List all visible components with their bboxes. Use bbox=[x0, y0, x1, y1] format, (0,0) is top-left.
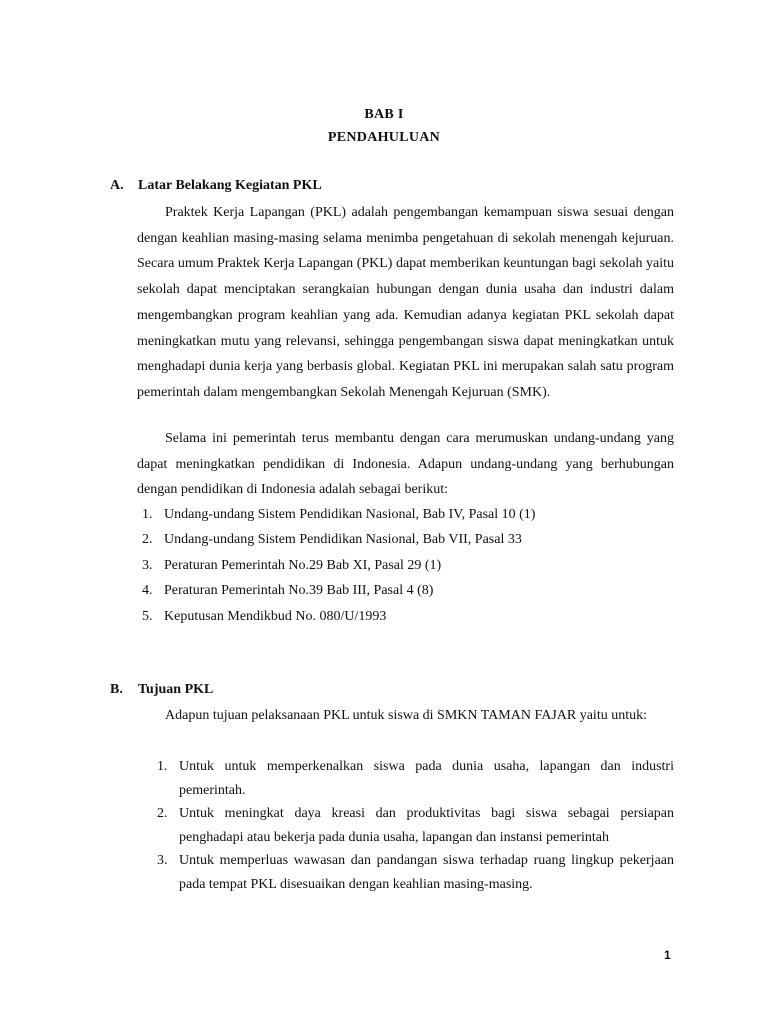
list-item-text: Undang-undang Sistem Pendidikan Nasional, Bab IV, Pasal 10 (1) bbox=[164, 507, 536, 522]
section-b-title: Tujuan PKL bbox=[138, 682, 214, 697]
section-b-letter: B. bbox=[110, 682, 123, 697]
list-item-number: 1. bbox=[142, 507, 153, 522]
section-b-purpose-list bbox=[154, 755, 674, 896]
list-item bbox=[137, 502, 674, 527]
list-item-number: 1. bbox=[157, 759, 168, 774]
list-item-text: Peraturan Pemerintah No.39 Bab III, Pasal 4 (8) bbox=[164, 583, 434, 599]
list-item-text: Untuk memperluas wawasan dan pandangan siswa terhadap ruang lingkup pekerjaan pada tempat PKL disesuaikan dengan keahlian masing-masing. bbox=[179, 853, 674, 892]
list-item bbox=[137, 604, 674, 629]
list-item bbox=[137, 527, 674, 552]
list-item-text: Keputusan Mendikbud No. 080/U/1993 bbox=[164, 608, 387, 624]
list-item-text: Peraturan Pemerintah No.29 Bab XI, Pasal 29 (1) bbox=[164, 557, 442, 573]
list-item bbox=[137, 553, 674, 578]
chapter-title: PENDAHULUAN bbox=[327, 130, 441, 145]
list-item bbox=[154, 849, 674, 896]
section-a-law-list bbox=[137, 502, 674, 629]
page-number: 1 bbox=[664, 948, 671, 962]
section-a-title: Latar Belakang Kegiatan PKL bbox=[138, 178, 322, 193]
section-a-heading bbox=[110, 178, 322, 194]
list-item-number: 5. bbox=[142, 608, 153, 624]
list-item-text: Untuk untuk memperkenalkan siswa pada dunia usaha, lapangan dan industri pemerintah. bbox=[179, 759, 674, 798]
list-item bbox=[154, 802, 674, 849]
list-item bbox=[154, 755, 674, 802]
section-b-paragraph-1: Adapun tujuan pelaksanaan PKL untuk siswa di SMKN TAMAN FAJAR yaitu untuk: bbox=[165, 708, 647, 723]
section-a-letter: A. bbox=[110, 178, 124, 193]
list-item-number: 2. bbox=[157, 806, 168, 821]
list-item-number: 4. bbox=[142, 583, 153, 599]
list-item-number: 3. bbox=[157, 853, 168, 868]
section-a-paragraph-2: Selama ini pemerintah terus membantu dengan cara merumuskan undang-undang yang dapat meningkatkan pendidikan di Indonesia. Adapun undang-undang yang berhubungan dengan pendidikan di Indonesia adalah sebagai berikut: bbox=[137, 431, 674, 498]
list-item-text: Undang-undang Sistem Pendidikan Nasional, Bab VII, Pasal 33 bbox=[164, 532, 522, 548]
chapter-number: BAB I bbox=[364, 107, 404, 122]
list-item-text: Untuk meningkat daya kreasi dan produktivitas bagi siswa sebagai persiapan penghadapi atau bekerja pada dunia usaha, lapangan dan instansi pemerintah bbox=[179, 806, 674, 845]
list-item-number: 2. bbox=[142, 532, 153, 548]
list-item bbox=[137, 578, 674, 603]
section-a-paragraph-1: Praktek Kerja Lapangan (PKL) adalah pengembangan kemampuan siswa sesuai dengan dengan keahlian masing-masing selama menimba pengetahuan di sekolah menengah kejuruan. Secara umum Praktek Kerja Lapangan (PKL) dapat memberikan keuntungan bagi sekolah yaitu sekolah dapat menciptakan serangkaian hubungan dengan dunia usaha dan industri dalam mengembangkan program keahlian yang ada. Kemudian adanya kegiatan PKL sekolah dapat meningkatkan mutu yang relevansi, sehingga pengembangan siswa dapat meningkatkan untuk menghadapi dunia kerja yang berbasis global. Kegiatan PKL ini merupakan salah satu program pemerintah dalam mengembangkan Sekolah Menengah Kejuruan (SMK). bbox=[137, 205, 674, 400]
section-b-heading bbox=[110, 682, 213, 698]
list-item-number: 3. bbox=[142, 557, 153, 573]
